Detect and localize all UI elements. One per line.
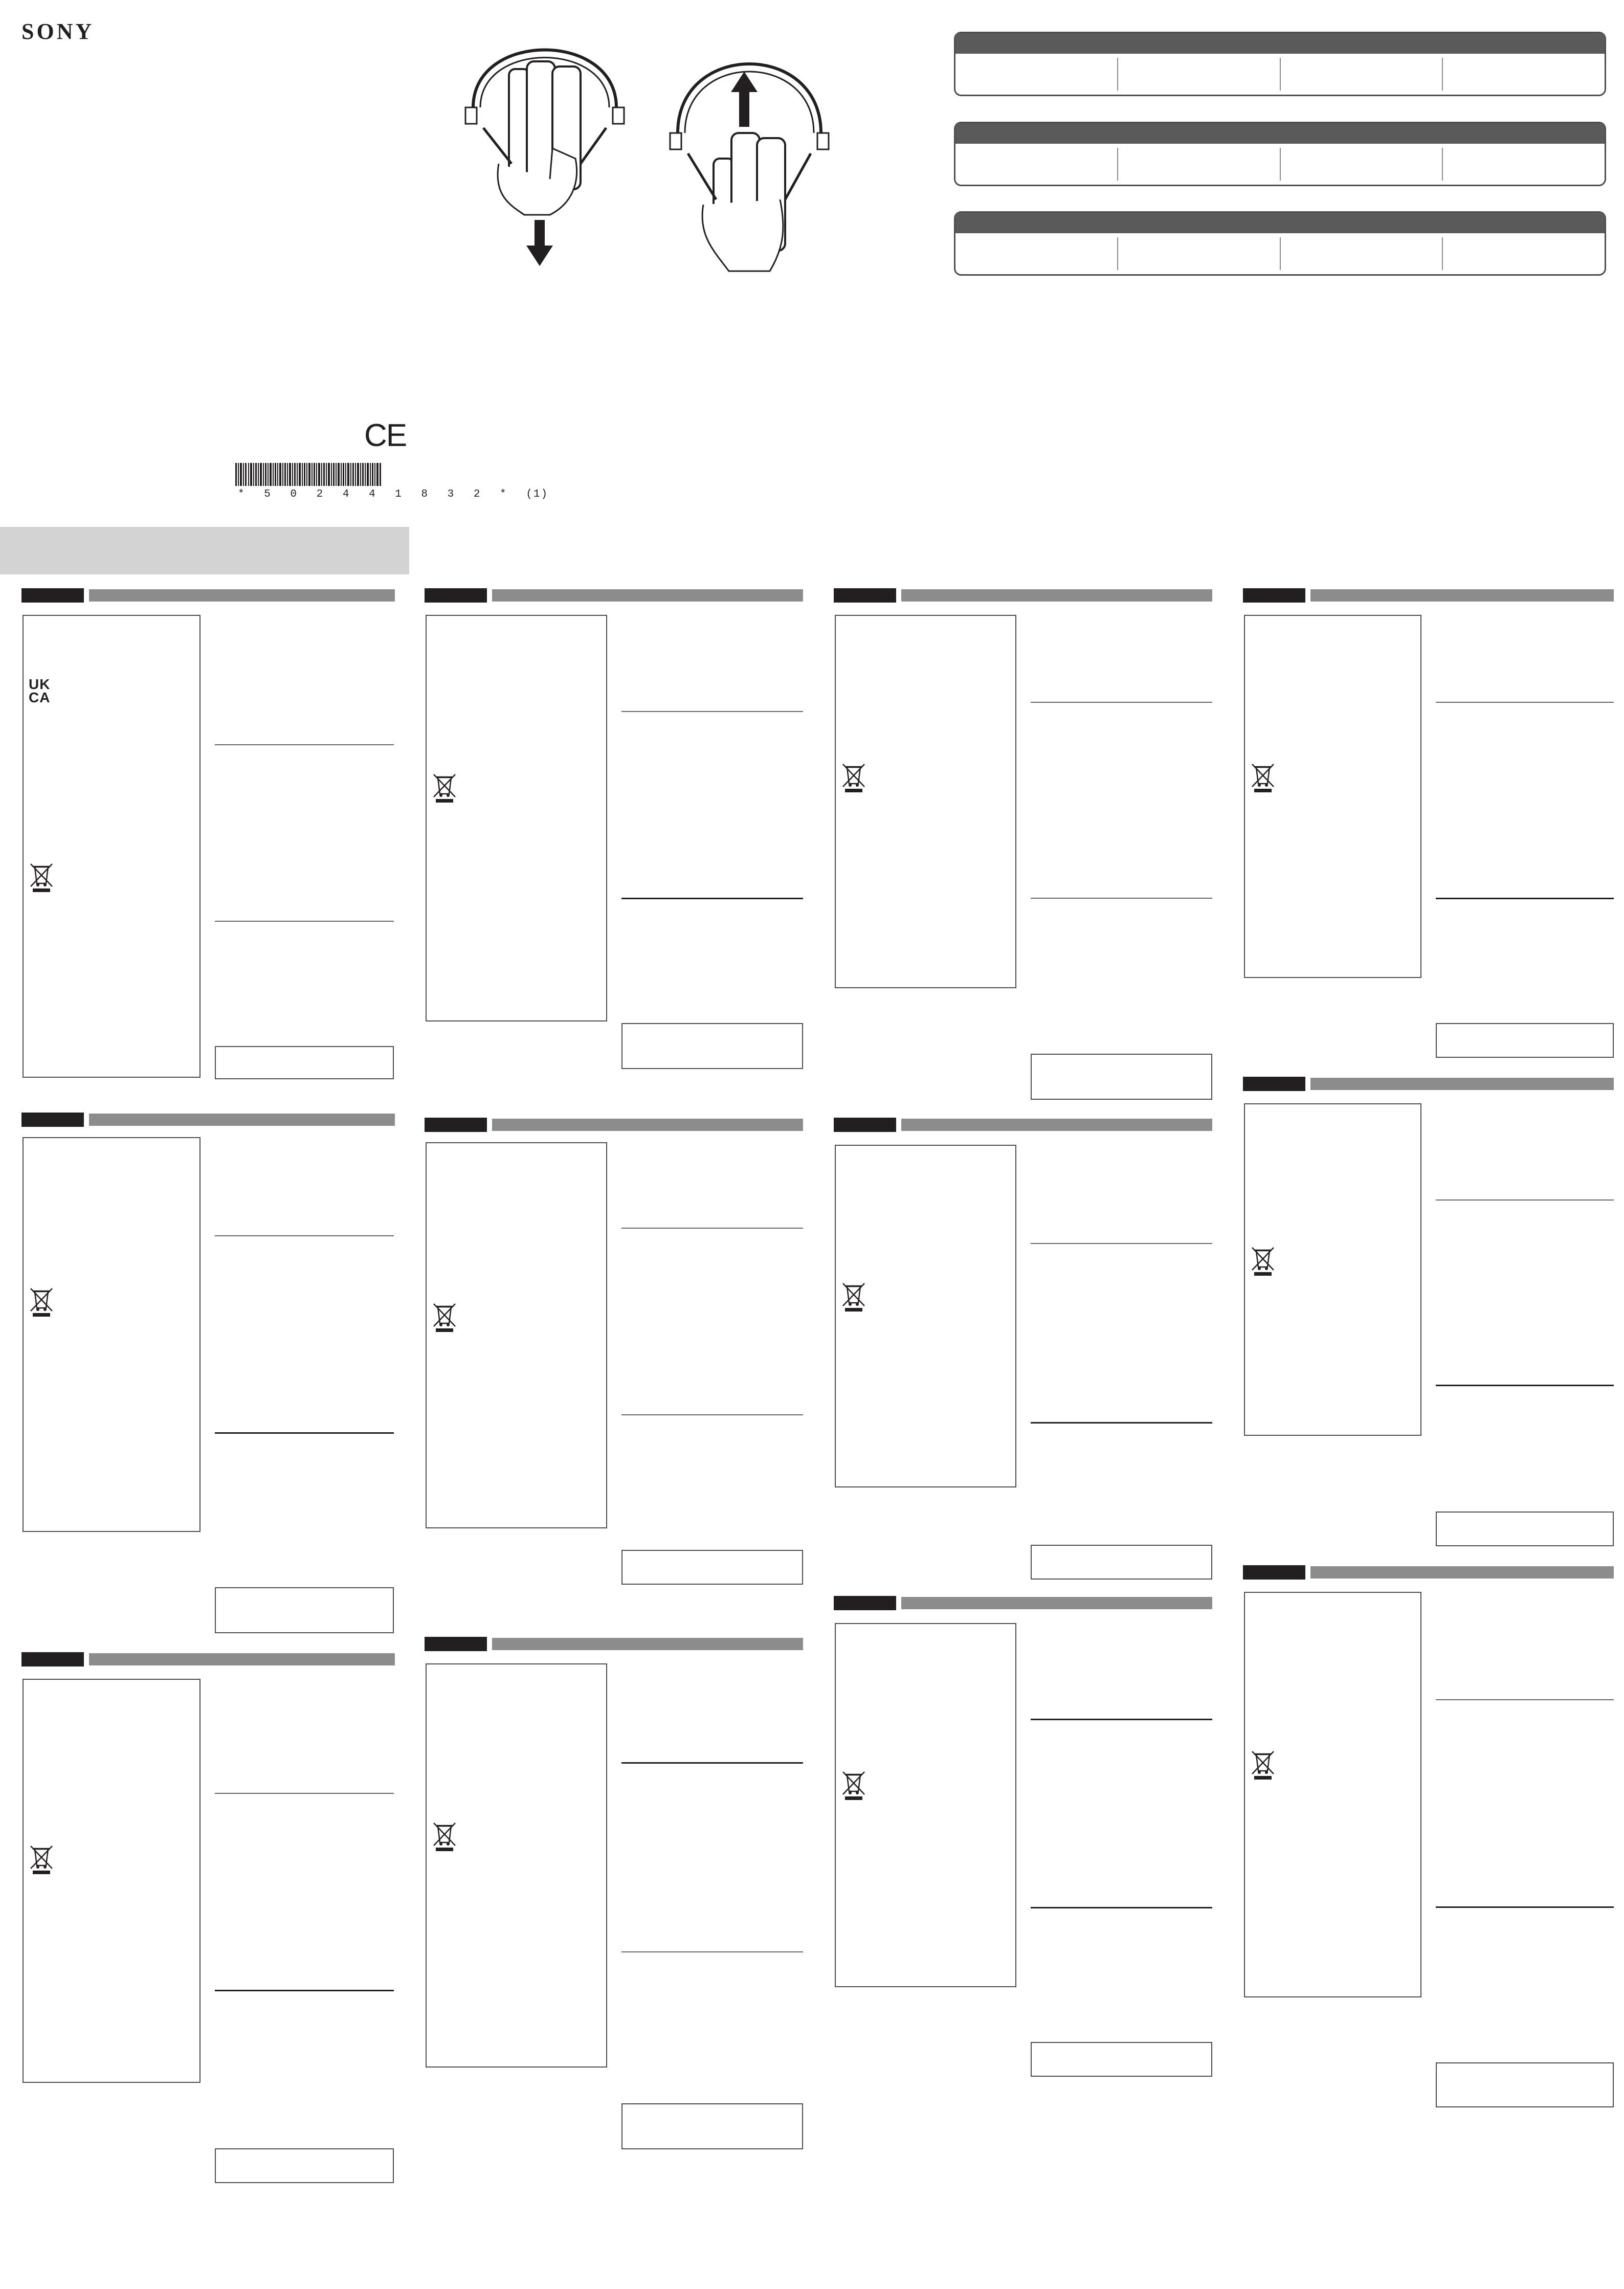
section-tab xyxy=(21,1652,84,1666)
language-section-2 xyxy=(21,1113,395,1639)
divider xyxy=(621,1762,803,1764)
note-box xyxy=(1031,1545,1212,1580)
ukca-mark: UK CA xyxy=(29,676,51,705)
warning-frame xyxy=(835,615,1016,988)
crossed-out-wheeled-bin-icon xyxy=(29,1286,54,1317)
section-tab xyxy=(834,1596,896,1610)
divider xyxy=(215,1990,394,1991)
crossed-out-wheeled-bin-icon xyxy=(432,1821,457,1852)
divider xyxy=(1031,1422,1212,1424)
section-header-bar xyxy=(1310,1566,1614,1579)
crossed-out-wheeled-bin-icon xyxy=(841,1770,866,1801)
divider xyxy=(215,921,394,922)
section-header-bar xyxy=(901,1119,1212,1131)
divider xyxy=(215,1793,394,1794)
spec-table-1 xyxy=(954,32,1606,96)
language-section-1 xyxy=(21,588,395,1079)
arrow-up-icon xyxy=(731,72,758,127)
divider xyxy=(621,1951,803,1952)
arrow-down-icon xyxy=(526,220,553,266)
section-header-bar xyxy=(492,1119,803,1131)
section-header-bar xyxy=(492,1638,803,1650)
note-box xyxy=(1031,1054,1212,1100)
language-section-4 xyxy=(425,588,803,1072)
unfold-headphones-illustration xyxy=(668,31,831,276)
section-tab xyxy=(425,1637,487,1651)
language-section-3 xyxy=(21,1652,395,2184)
section-tab xyxy=(425,588,487,603)
section-tab xyxy=(834,588,896,603)
note-box xyxy=(621,1023,803,1069)
warning-frame xyxy=(426,615,607,1021)
barcode-number: * 5 0 2 4 4 1 8 3 2 * (1) xyxy=(238,488,549,500)
warning-frame xyxy=(835,1623,1016,1987)
note-box xyxy=(621,1550,803,1585)
crossed-out-wheeled-bin-icon xyxy=(29,862,54,893)
note-box xyxy=(1436,2062,1614,2107)
divider xyxy=(621,1414,803,1415)
section-tab xyxy=(834,1118,896,1132)
divider xyxy=(1436,1699,1614,1700)
note-box xyxy=(1031,2042,1212,2077)
crossed-out-wheeled-bin-icon xyxy=(432,772,457,803)
spec-table-2 xyxy=(954,122,1606,186)
note-box xyxy=(215,1046,394,1079)
divider xyxy=(621,1228,803,1229)
warning-frame xyxy=(23,1679,201,2083)
section-tab xyxy=(1243,1565,1305,1580)
note-box xyxy=(621,2103,803,2149)
section-header-bar xyxy=(492,589,803,602)
language-section-11 xyxy=(1243,1077,1614,1547)
language-section-5 xyxy=(425,1118,803,1596)
warning-frame xyxy=(426,1142,607,1528)
language-section-10 xyxy=(1243,588,1614,1061)
section-header-bar xyxy=(89,589,395,602)
crossed-out-wheeled-bin-icon xyxy=(841,1281,866,1312)
divider xyxy=(1436,898,1614,899)
crossed-out-wheeled-bin-icon xyxy=(29,1844,54,1875)
warning-frame xyxy=(1244,1592,1421,1997)
fold-headphones-illustration xyxy=(463,31,627,271)
divider xyxy=(215,1235,394,1236)
divider xyxy=(215,744,394,745)
note-box xyxy=(1436,1512,1614,1546)
ce-mark: CE xyxy=(364,418,407,453)
divider xyxy=(1436,702,1614,703)
divider xyxy=(1031,702,1212,703)
language-section-9 xyxy=(834,1596,1212,2107)
divider xyxy=(1436,1199,1614,1201)
section-tab xyxy=(1243,588,1305,603)
crossed-out-wheeled-bin-icon xyxy=(1250,1749,1276,1780)
divider xyxy=(1031,898,1212,899)
divider xyxy=(215,1432,394,1434)
section-tab xyxy=(425,1118,487,1132)
warning-frame xyxy=(23,1137,201,1532)
cover-grey-bar xyxy=(0,527,409,574)
divider xyxy=(1436,1906,1614,1908)
warning-frame xyxy=(1244,615,1421,978)
language-section-6 xyxy=(425,1637,803,2153)
divider xyxy=(621,711,803,712)
language-section-7 xyxy=(834,588,1212,1097)
sony-logo: SONY xyxy=(21,19,95,44)
section-tab xyxy=(21,1113,84,1127)
barcode xyxy=(235,463,381,486)
crossed-out-wheeled-bin-icon xyxy=(1250,762,1276,793)
section-tab xyxy=(21,588,84,603)
divider xyxy=(1031,1719,1212,1720)
warning-frame xyxy=(426,1663,607,2068)
note-box xyxy=(215,1587,394,1633)
crossed-out-wheeled-bin-icon xyxy=(1250,1246,1276,1276)
divider xyxy=(1436,1385,1614,1386)
section-header-bar xyxy=(1310,1078,1614,1090)
divider xyxy=(1031,1907,1212,1908)
section-header-bar xyxy=(901,589,1212,602)
language-section-12 xyxy=(1243,1565,1614,2107)
section-header-bar xyxy=(89,1653,395,1665)
section-tab xyxy=(1243,1077,1305,1091)
crossed-out-wheeled-bin-icon xyxy=(841,762,866,793)
divider xyxy=(1031,1243,1212,1244)
note-box xyxy=(215,2148,394,2183)
crossed-out-wheeled-bin-icon xyxy=(432,1302,457,1332)
section-header-bar xyxy=(89,1114,395,1126)
section-header-bar xyxy=(1310,589,1614,602)
warning-frame xyxy=(835,1145,1016,1487)
section-header-bar xyxy=(901,1597,1212,1609)
note-box xyxy=(1436,1023,1614,1058)
spec-table-3 xyxy=(954,211,1606,276)
language-section-8 xyxy=(834,1118,1212,1583)
divider xyxy=(621,898,803,899)
